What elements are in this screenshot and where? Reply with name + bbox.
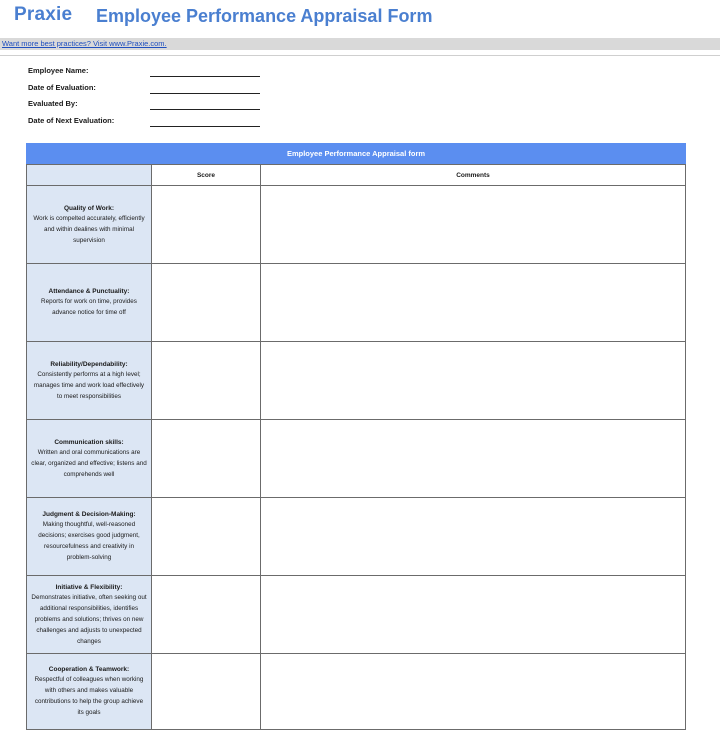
promo-bar: [0, 38, 720, 50]
criteria-cooperation-teamwork: [26, 653, 152, 730]
praxie-logo[interactable]: Praxie: [14, 4, 73, 25]
date-of-evaluation-input[interactable]: [150, 93, 260, 94]
date-of-next-evaluation-input[interactable]: [150, 126, 260, 127]
criteria-description: Consistently performs at a high level; manages time and work load effectively to meet responsibilities: [33, 370, 145, 400]
criteria-title: Reliability/Dependability:: [50, 360, 128, 368]
criteria-judgment-decision-making: [26, 497, 152, 576]
criteria-title: Attendance & Punctuality:: [48, 288, 130, 295]
date-of-evaluation-label: Date of Evaluation:: [28, 83, 96, 92]
comments-column-header: Comments: [260, 164, 686, 186]
date-of-next-evaluation-label: Date of Next Evaluation:: [28, 116, 115, 125]
criteria-description: Demonstrates initiative, often seeking out additional responsibilities, identifies problems and solutions; thrives on new challenges and adjusts to unexpected changes: [31, 593, 147, 645]
comments-cell-communication-skills[interactable]: [260, 419, 686, 498]
employee-name-input[interactable]: [150, 76, 260, 77]
employee-name-label: Employee Name:: [28, 66, 89, 75]
form-title: Employee Performance Appraisal form: [26, 143, 686, 164]
best-practices-link[interactable]: Want more best practices? Visit www.Praxie.com.: [2, 39, 167, 48]
criteria-description: Respectful of colleagues when working with others and makes valuable contributions to help the group achieve its goals: [34, 676, 144, 716]
evaluated-by-input[interactable]: [150, 109, 260, 110]
criteria-description: Work is compelted accurately, efficiently and within dealines with minimal supervision: [33, 214, 145, 244]
criteria-title: Initiative & Flexibility:: [55, 583, 123, 591]
criteria-reliability-dependability: [26, 341, 152, 420]
date-of-next-evaluation-field: [28, 116, 328, 130]
score-cell-initiative-flexibility[interactable]: [151, 575, 261, 654]
comments-cell-attendance-punctuality[interactable]: [260, 263, 686, 342]
criteria-initiative-flexibility: [26, 575, 152, 654]
date-of-evaluation-field: [28, 83, 328, 97]
page-header: [0, 0, 720, 38]
employee-name-field: [28, 66, 328, 80]
comments-cell-quality-of-work[interactable]: [260, 185, 686, 264]
score-cell-communication-skills[interactable]: [151, 419, 261, 498]
criteria-description: Reports for work on time, provides advance notice for time off: [41, 298, 137, 316]
criteria-description: Written and oral communications are clear, organized and effective; listens and comprehends well: [31, 448, 147, 478]
criteria-title: Judgment & Decision-Making:: [42, 511, 136, 518]
appraisal-table: [26, 164, 686, 730]
criteria-title: Cooperation & Teamwork:: [48, 666, 130, 673]
criteria-quality-of-work: [26, 185, 152, 264]
criteria-column-header: [26, 164, 152, 186]
score-cell-cooperation-teamwork[interactable]: [151, 653, 261, 730]
criteria-description: Making thoughtful, well-reasoned decisions; exercises good judgment, resourcefulness and creativity in problem-solving: [38, 521, 140, 561]
score-cell-quality-of-work[interactable]: [151, 185, 261, 264]
criteria-title: Quality of Work:: [63, 204, 115, 212]
score-cell-attendance-punctuality[interactable]: [151, 263, 261, 342]
criteria-attendance-punctuality: [26, 263, 152, 342]
evaluated-by-label: Evaluated By:: [28, 99, 78, 108]
page-title: Employee Performance Appraisal Form: [96, 6, 433, 26]
comments-cell-reliability-dependability[interactable]: [260, 341, 686, 420]
criteria-communication-skills: [26, 419, 152, 498]
criteria-title: Communication skills:: [54, 438, 124, 446]
comments-cell-judgment-decision-making[interactable]: [260, 497, 686, 576]
evaluated-by-field: [28, 99, 328, 113]
header-divider: [0, 55, 720, 56]
score-cell-judgment-decision-making[interactable]: [151, 497, 261, 576]
comments-cell-initiative-flexibility[interactable]: [260, 575, 686, 654]
comments-cell-cooperation-teamwork[interactable]: [260, 653, 686, 730]
score-cell-reliability-dependability[interactable]: [151, 341, 261, 420]
appraisal-form: [26, 143, 686, 730]
score-column-header: Score: [151, 164, 261, 186]
